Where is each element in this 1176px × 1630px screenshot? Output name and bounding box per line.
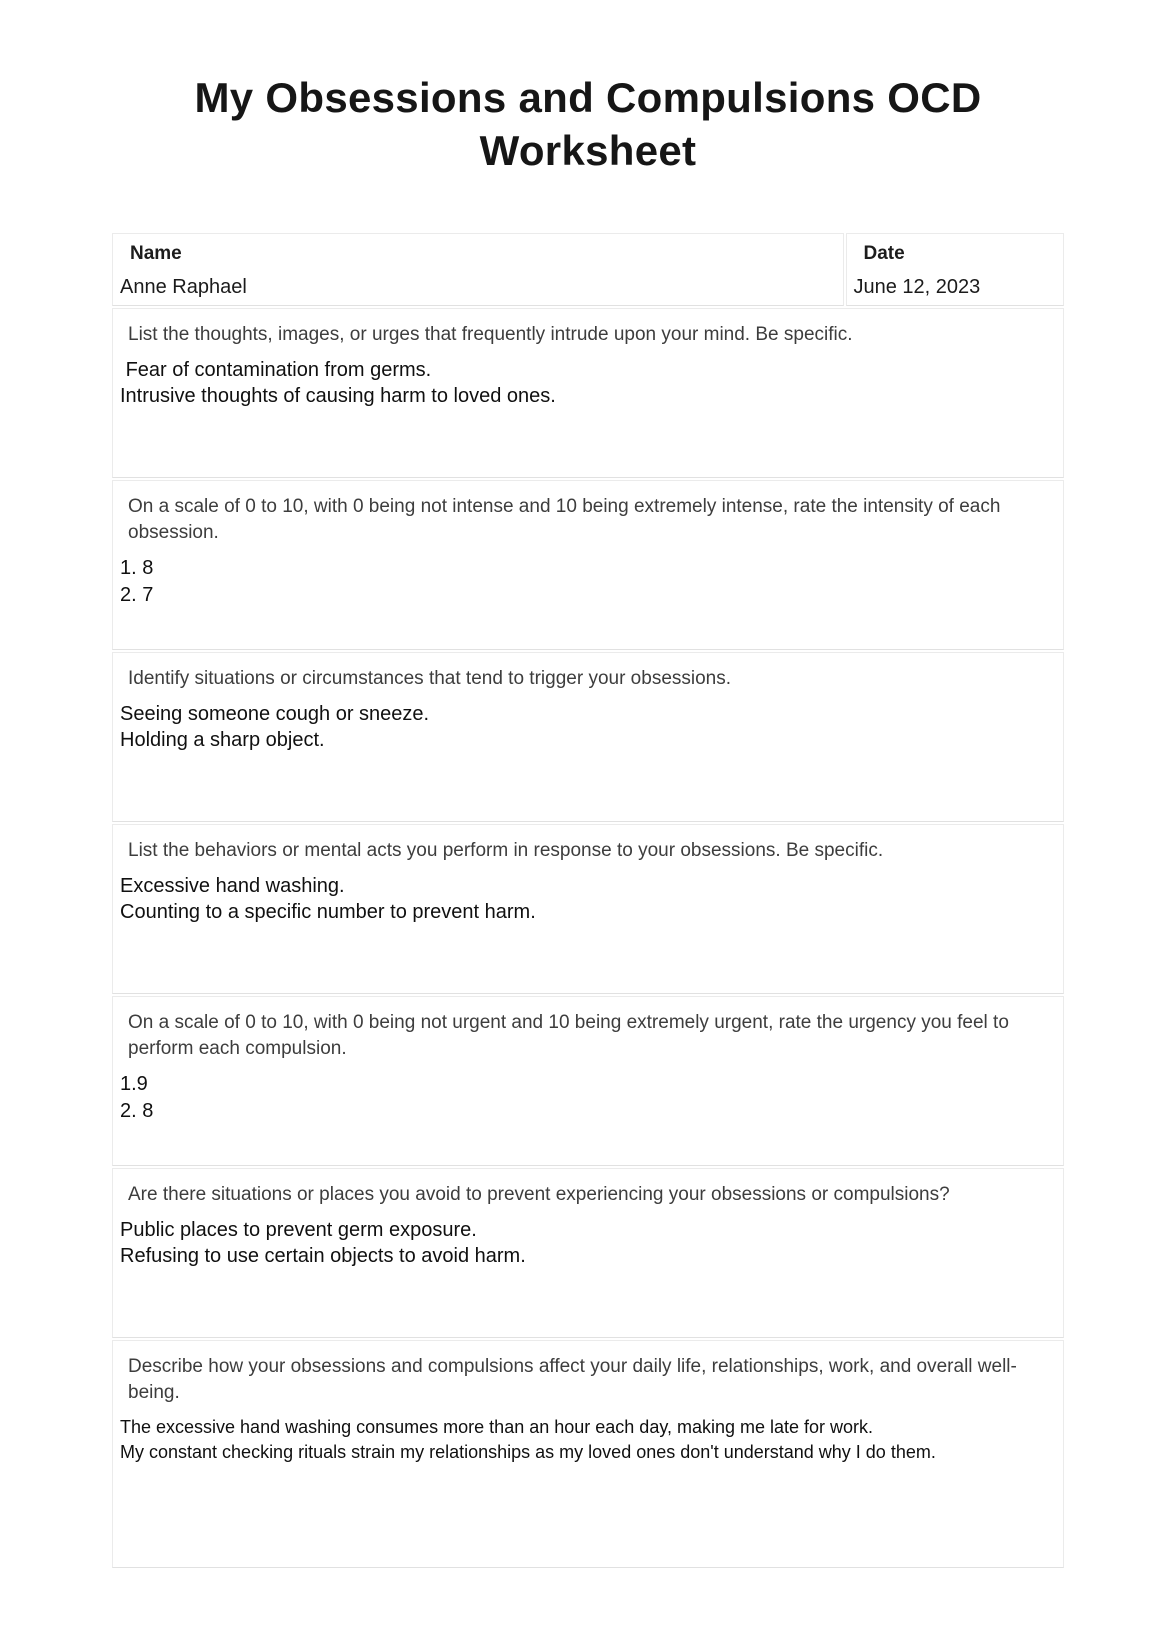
section-row (112, 480, 1064, 650)
answer-line: Fear of contamination from germs. (120, 359, 432, 382)
section-prompt: List the thoughts, images, or urges that frequently intrude upon your mind. Be specific. (128, 323, 853, 345)
section-obsession-intensity (112, 480, 1064, 650)
section-prompt: List the behaviors or mental acts you perform in response to your obsessions. Be specific. (128, 839, 884, 861)
section-answers (117, 1415, 1047, 1464)
section-prompt: On a scale of 0 to 10, with 0 being not urgent and 10 being extremely urgent, rate the urgency you feel to perform each compulsion. (128, 1011, 1015, 1060)
section-triggers (112, 652, 1064, 822)
section-row (112, 308, 1064, 478)
answer-line: Excessive hand washing. (120, 875, 345, 898)
section-answers (117, 701, 1047, 754)
name-value: Anne Raphael (120, 275, 247, 298)
patient-row (112, 233, 1064, 306)
answer-line: 2. 7 (120, 583, 154, 606)
section-prompt: Identify situations or circumstances that tend to trigger your obsessions. (128, 667, 732, 689)
section-answers (117, 555, 1047, 608)
section-prompt: On a scale of 0 to 10, with 0 being not intense and 10 being extremely intense, rate the intensity of each obsession. (128, 495, 1006, 544)
answer-line: Intrusive thoughts of causing harm to loved ones. (120, 385, 556, 408)
section-obsessions (112, 308, 1064, 478)
section-answers (117, 1217, 1047, 1270)
answer-line: Refusing to use certain objects to avoid harm. (120, 1245, 526, 1268)
name-label: Name (130, 243, 182, 264)
date-label: Date (863, 243, 905, 264)
answer-line: Public places to prevent germ exposure. (120, 1219, 477, 1242)
section-row (112, 1168, 1064, 1338)
date-value: June 12, 2023 (853, 275, 981, 298)
section-compulsion-urgency (112, 996, 1064, 1166)
worksheet-sheet (110, 72, 1066, 1570)
date-cell (846, 233, 1065, 306)
answer-line: 2. 8 (120, 1099, 154, 1122)
page-title: My Obsessions and Compulsions OCD Worksheet (194, 74, 982, 174)
answer-line: The excessive hand washing consumes more than an hour each day, making me late for work. (120, 1417, 874, 1438)
section-compulsions (112, 824, 1064, 994)
section-impact (112, 1340, 1064, 1568)
name-cell (112, 233, 844, 306)
section-answers (117, 1071, 1047, 1124)
answer-line: My constant checking rituals strain my relationships as my loved ones don't understand why I do them. (120, 1441, 936, 1462)
section-avoidance (112, 1168, 1064, 1338)
answer-line: Holding a sharp object. (120, 729, 325, 752)
section-answers (117, 873, 1047, 926)
section-row (112, 996, 1064, 1166)
answer-line: 1. 8 (120, 557, 154, 580)
section-prompt: Are there situations or places you avoid to prevent experiencing your obsessions or compulsions? (128, 1183, 950, 1205)
section-answers (117, 357, 1047, 410)
section-row (112, 652, 1064, 822)
answer-line: Seeing someone cough or sneeze. (120, 703, 430, 726)
section-row (112, 824, 1064, 994)
section-row (112, 1340, 1064, 1568)
answer-line: 1.9 (120, 1073, 148, 1096)
answer-line: Counting to a specific number to prevent harm. (120, 901, 536, 924)
worksheet-table (110, 231, 1066, 1570)
section-prompt: Describe how your obsessions and compulsions affect your daily life, relationships, work, and overall well-being. (128, 1355, 1017, 1404)
